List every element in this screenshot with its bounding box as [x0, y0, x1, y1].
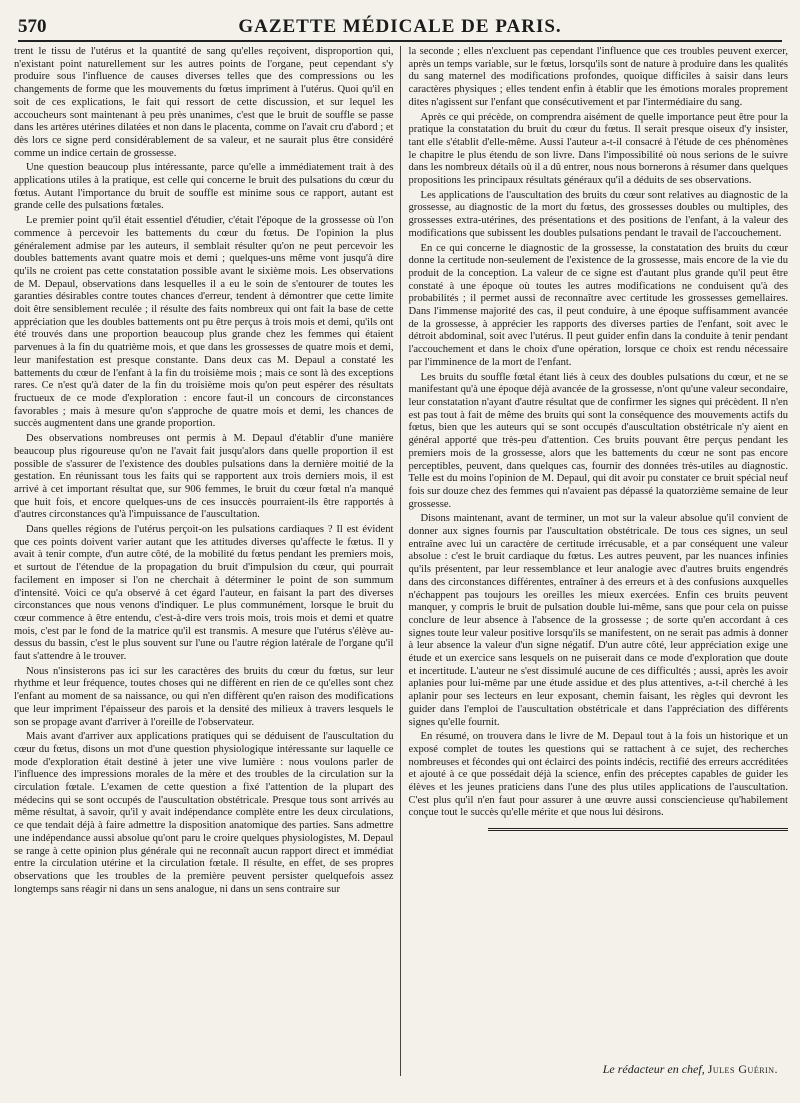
signature-role: Le rédacteur en chef, [602, 1062, 705, 1076]
page-number: 570 [18, 16, 47, 37]
paragraph: Les applications de l'auscultation des bruits du cœur sont relatives au diagnostic de la grossesse, au diagnostic de la mort du fœtus, des grossesses doubles ou multiples, des grossesses extra-utérines, des présentations et des positions de l'enfant, à la valeur des modifications que subissent les doubles pulsations pendant le travail de l'accouchement. [408, 189, 788, 239]
paragraph: Les bruits du souffle fœtal étant liés à ceux des doubles pulsations du cœur, et ne se manifestant qu'à une époque déjà avancée de la grossesse, n'ont qu'une valeur secondaire, leur constatation n'ayant d'autre résultat que de confirmer les signes qui précèdent. Il n'en est pas tout à fait de même des bruits qui sont la conséquence des mouvements actifs du fœtus, bien que les auteurs qui se sont occupés d'auscultation obstétricale n'y aient en général apporté que très-peu d'attention. Ces bruits pouvant être perçus pendant les premiers mois de la grossesse, alors que les battements du cœur ne sont pas encore perceptibles, peuvent, dans quelques cas, fournir des données très-utiles au diagnostic. Telle est du moins l'opinion de M. Depaul, qui dit avoir pu constater ce bruit spécial neuf fois sur douze chez des femmes qui n'avaient pas dépassé la quatorzième semaine de leur grossesse. [408, 371, 788, 510]
paragraph: Mais avant d'arriver aux applications pratiques qui se déduisent de l'auscultation du cœur du fœtus, disons un mot d'une question physiologique intéressante sur laquelle ce mode d'exploration était destiné à jeter une vive lumière : nous voulons parler de l'influence des impressions morales de la mère et des troubles de la circulation sur la circulation fœtale. L'examen de cette question a fixé l'attention de la plupart des médecins qui se sont occupés de l'auscultation obstétricale. Presque tous sont arrivés au même résultat, à savoir, qu'il y avait indépendance complète entre les deux circulations, ce que tendait déjà à faire admettre la disposition anatomique des parties. Sans admettre une indépendance aussi absolue qu'ont paru le croire quelques physiologistes, M. Depaul se range à cette opinion plus générale qui ne reconnaît aucun rapport direct et immédiat entre la circulation utérine et la circulation fœtale. Il résulte, en effet, de ses propres observations que les troubles de la première peuvent persister quelquefois assez longtemps sans réagir ni dans un sens analogue, ni dans un sens contraire sur [14, 731, 394, 895]
paragraph: Le premier point qu'il était essentiel d'étudier, c'était l'époque de la grossesse où l'on commence à percevoir les battements du cœur du fœtus. De l'opinion la plus généralement admise par les auteurs, il semblait résulter qu'on ne peut percevoir les doubles battements avant quatre mois et demi ; quelques-uns même vont jusqu'à dire qu'ils ne croient pas cette constatation possible avant le sixième mois. Les observations de M. Depaul, observations dans lesquelles il a eu le soin de s'entourer de toutes les garanties désirables contre toutes chances d'erreur, tendent à démontrer que cette limite doit être sensiblement reculée ; il résulte des faits nombreux qui ont fait la base de cette appréciation que les doubles battements ont pu être perçus à trois mois et demi, qu'ils ont été trouvés dans une proportion beaucoup plus grande chez les femmes qui étaient parvenues à la fin du quatrième mois, et que dans les grossesses de quatre mois et demi, leur manifestation est presque constante. Dans deux cas M. Depaul a constaté les battements du cœur de l'enfant à la fin du troisième mois ; mais ce sont là des exceptions rares. Ce n'est qu'à dater de la fin du troisième mois qu'on peut espérer des résultats fructueux de ce mode d'exploration : encore faut-il un concours de circonstances favorables ; mais à mesure qu'on s'approche de quatre mois et demi, les chances de succès augmentent dans une grande proportion. [14, 215, 394, 430]
paragraph: En ce qui concerne le diagnostic de la grossesse, la constatation des bruits du cœur donne la certitude non-seulement de l'existence de la grossesse, mais encore de la vie du produit de la conception. La valeur de ce signe est d'autant plus grande qu'il peut être constaté à une époque où toutes les autres modifications ne conduisent qu'à des probabilités ; il permet aussi de reconnaître avec certitude les grossesses gemellaires. Dans l'immense majorité des cas, il peut conduire, à une époque suffisamment avancée de la grossesse, à apprécier les rapports des diverses parties de l'enfant, soit avec le détroit abdominal, soit avec l'utérus. Il peut guider enfin dans la conduite à tenir pendant l'accouchement et dans le choix d'une opération, lorsque ce choix est rendu nécessaire par l'imminence de la mort de l'enfant. [408, 242, 788, 368]
paragraph: Nous n'insisterons pas ici sur les caractères des bruits du cœur du fœtus, sur leur rhythme et leur fréquence, toutes choses qui ne diffèrent en rien de ce qu'elles sont chez l'enfant au moment de sa naissance, ou qui n'en diffèrent qu'en raison des modifications que leur impriment l'épaisseur des parois et la densité des milieux à travers lesquels le son se propage avant d'arriver à l'oreille de l'observateur. [14, 665, 394, 728]
paragraph: Une question beaucoup plus intéressante, parce qu'elle a immédiatement trait à des applications utiles à la pratique, est celle qui concerne le bruit des pulsations du cœur du fœtus. Autant l'importance du bruit de souffle est minime sous ce rapport, autant est grande celle des pulsations fœtales. [14, 162, 394, 212]
journal-title: GAZETTE MÉDICALE DE PARIS. [238, 16, 562, 37]
signature-name: Jules Guérin. [707, 1062, 778, 1076]
paragraph: Des observations nombreuses ont permis à M. Depaul d'établir d'une manière beaucoup plus rigoureuse qu'on ne l'avait fait jusqu'alors dans quelle proportion il est possible de s'assurer de l'existence des doubles pulsations dans la dernière moitié de la gestation. En réunissant tous les faits qui se rapportent aux trois derniers mois, il est arrivé à cet important résultat que, sur 906 femmes, le bruit du cœur fœtal n'a manqué que huit fois, et encore quelques-uns de ces insuccès pourraient-ils être rapportés à d'autres circonstances qu'à l'impuissance de l'auscultation. [14, 433, 394, 521]
closing-rule [488, 828, 788, 834]
editor-signature [603, 1062, 778, 1077]
paragraph: Après ce qui précède, on comprendra aisément de quelle importance peut être pour la pratique la constatation du bruit du cœur du fœtus. Il serait presque oiseux d'y insister, tant elle s'établit d'elle-même. Aussi l'auteur a-t-il consacré à l'étude de ces phénomènes le chapitre le plus étendu de son livre. Dans l'impossibilité où nous serions de le suivre dans les nombreux détails où il a dû entrer, nous nous bornerons à résumer dans quelques propositions les principaux résultats généraux qu'il a déduits de ses observations. [408, 111, 788, 187]
article-columns [14, 46, 788, 1076]
left-column [14, 46, 401, 1076]
paragraph: trent le tissu de l'utérus et la quantité de sang qu'elles reçoivent, disproportion qui, n'existant point naturellement sur les autres points de l'organe, peut cependant s'y produire sous l'influence de causes diverses telles que des compressions ou les changements de forme que les mouvements du fœtus impriment à l'utérus. Quoi qu'il en soit de ces explications, le fait qui ressort de cette discussion, et sur lequel les accoucheurs sont maintenant à peu près unanimes, c'est que le bruit de souffle se passe dans les artères utérines dilatées et non dans le placenta, comme on l'avait cru d'abord ; et dès lors ce signe perd considérablement de sa valeur, et ne saurait plus être considéré comme un indice certain de grossesse. [14, 46, 394, 159]
closing-rule-row [409, 828, 789, 834]
page-header [18, 14, 782, 42]
right-column [401, 46, 789, 1076]
paragraph: En résumé, on trouvera dans le livre de M. Depaul tout à la fois un historique et un exposé complet de toutes les questions qui se rattachent à ce sujet, des recherches nombreuses et fécondes qui ont éclairci des points indécis, rectifié des erreurs accréditées et ajouté à ce que possédait déjà la science, enfin des préceptes capables de guider les élèves et les jeunes praticiens dans l'une des plus utiles applications de l'auscultation. C'est plus qu'il n'en faut pour assurer à une œuvre aussi consciencieuse qu'habilement conçue tout le succès qu'elle mérite et que nous lui désirons. [408, 731, 788, 819]
paragraph: la seconde ; elles n'excluent pas cependant l'influence que ces troubles peuvent exercer, après un temps variable, sur le fœtus, lorsqu'ils sont de nature à produire dans les qualités du sang maternel des modifications profondes, quoique difficiles à saisir dans leurs caractères physiques ; elles tendent enfin à établir que les émotions morales proprement dites n'agissent sur l'enfant que consécutivement et par l'intermédiaire du sang. [408, 46, 788, 108]
paragraph: Dans quelles régions de l'utérus perçoit-on les pulsations cardiaques ? Il est évident que ces points doivent varier autant que les attitudes diverses qu'affecte le fœtus. Il y avait à tenir compte, d'un autre côté, de la mobilité du fœtus pendant les premiers mois, et surtout de l'étendue de la propagation du bruit d'impulsion du cœur, qui pourrait facilement en imposer si l'on ne cherchait à déterminer le point de son summum d'intensité. Voici ce qu'a observé à cet égard l'auteur, en faisant la part des diverses circonstances que nous venons d'indiquer. Le plus communément, lorsque le bruit du cœur commence à être entendu, c'est-à-dire vers trois mois, trois mois et demi et quatre mois, c'est par le fond de la matrice qu'il est transmis. A mesure que l'utérus s'élève au-dessus du bassin, c'est le plus souvent sur l'une ou l'autre région latérale de l'organe qu'il faut s'attendre à le trouver. [14, 524, 394, 663]
paragraph: Disons maintenant, avant de terminer, un mot sur la valeur absolue qu'il convient de donner aux signes fournis par l'auscultation obstétricale. De tous ces signes, un seul entraîne avec lui un caractère de certitude irrécusable, et a par conséquent une valeur absolue : c'est le bruit cardiaque du fœtus. Les autres peuvent, par les nuances infinies qu'ils présentent, par leur ressemblance et leur analogie avec d'autres bruits engendrés dans des circonstances différentes, entraîner à des erreurs et à des confusions auxquelles n'échappent pas toujours les oreilles les mieux exercées. Enfin ces bruits peuvent manquer, y compris le bruit de pulsation double lui-même, sans que pour cela on puisse conclure de leur absence à l'absence de la grossesse ; de sorte qu'en accordant à ces signes toute leur valeur positive lorsqu'ils se manifestent, on ne serait pas admis à donner à leur absence la valeur d'un signe négatif. D'un autre côté, leur appréciation exige une étude et un exercice sans lesquels on ne puiserait dans ce mode d'exploration que doute et incertitude. L'auteur ne s'est dissimulé aucune de ces difficultés ; aussi, après les avoir aplanies pour lui-même par une étude assidue et des plus attentives, a-t-il cherché à les aplanir pour ses lecteurs en leur exposant, chemin faisant, les règles qui devront les guider dans l'emploi de l'auscultation obstétricale et dans l'appréciation des différents signes qu'elle fournit. [408, 513, 788, 728]
